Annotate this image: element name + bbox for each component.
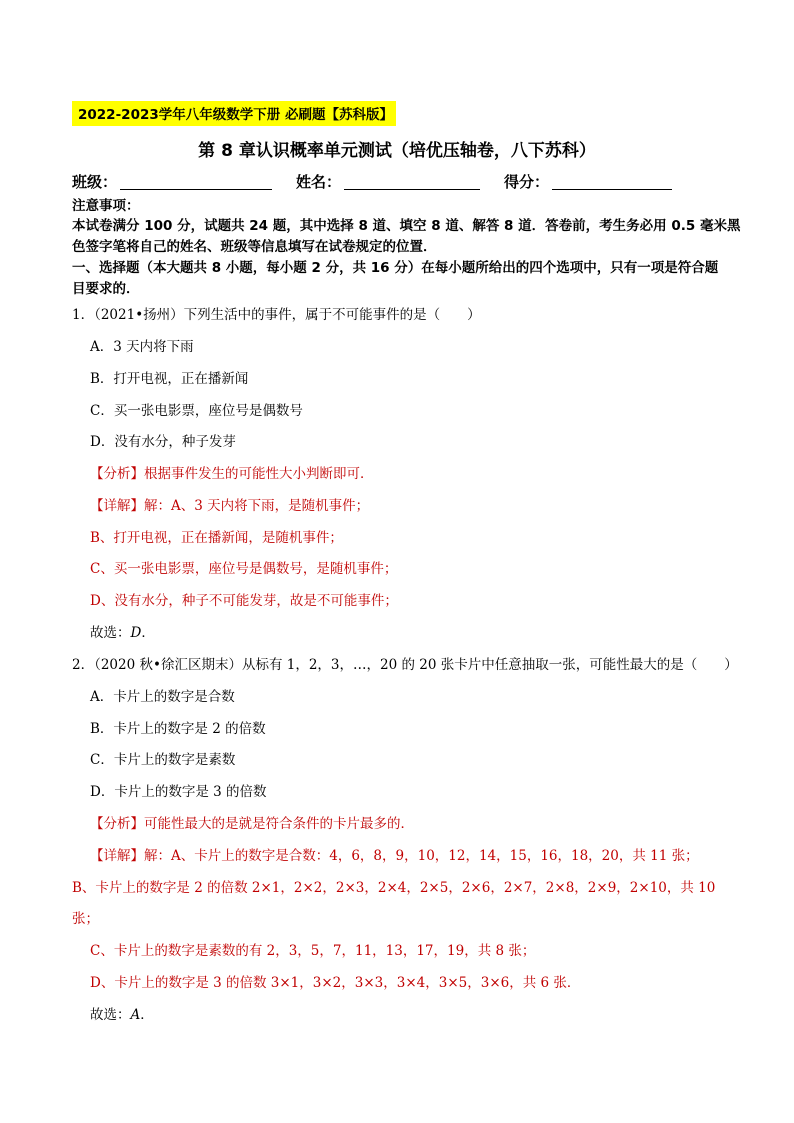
score-field[interactable]	[552, 189, 672, 190]
q2-detail-line-1	[90, 844, 699, 864]
q1-detail-line-1	[90, 494, 369, 514]
q2-detail-line-4: C、卡片上的数字是素数的有 2，3，5，7，11，13，17，19，共 8 张；	[90, 943, 536, 959]
q1-option-a: A．3 天内将下雨	[90, 339, 194, 355]
q2-final-answer	[90, 1003, 154, 1023]
q2-option-b: B．卡片上的数字是 2 的倍数	[90, 721, 266, 737]
q2-analysis-text: 可能性最大的是就是符合条件的卡片最多的．	[144, 816, 414, 832]
header-banner: 2022-2023学年八年级数学下册 必刷题【苏科版】	[72, 101, 396, 126]
final-suffix: ．	[141, 625, 155, 641]
q1-final-answer	[90, 621, 155, 641]
detail-tag: 【详解】	[90, 498, 144, 514]
final-choice: A	[130, 1007, 141, 1023]
analysis-tag: 【分析】	[90, 816, 144, 832]
final-prefix: 故选：	[90, 625, 131, 641]
q1-option-b: B．打开电视，正在播新闻	[90, 371, 249, 387]
q1-detail-line-2: B、打开电视，正在播新闻，是随机事件；	[90, 530, 343, 546]
q1-analysis	[90, 462, 374, 482]
q2-detail-line-3: 张；	[72, 911, 99, 927]
score-label: 得分：	[504, 173, 550, 191]
q2-detail-text-1: 解：A、卡片上的数字是合数：4，6，8，9，10，12，14，15，16，18，20，共 11 张；	[144, 848, 699, 864]
notes-heading: 注意事项：	[72, 198, 140, 214]
q1-analysis-text: 根据事件发生的可能性大小判断即可．	[144, 466, 374, 482]
class-field[interactable]	[120, 189, 272, 190]
final-prefix: 故选：	[90, 1007, 131, 1023]
q1-option-d: D．没有水分，种子发芽	[90, 434, 236, 450]
name-field[interactable]	[344, 189, 480, 190]
detail-tag: 【详解】	[90, 848, 144, 864]
question-1-stem: 1．（2021•扬州）下列生活中的事件，属于不可能事件的是（ ）	[72, 307, 481, 323]
notes-line-2: 色签字笔将自己的姓名、班级等信息填写在试卷规定的位置．	[72, 239, 437, 255]
q1-detail-line-3: C、买一张电影票，座位号是偶数号，是随机事件；	[90, 561, 398, 577]
q2-analysis	[90, 812, 414, 832]
analysis-tag: 【分析】	[90, 466, 144, 482]
q2-option-d: D．卡片上的数字是 3 的倍数	[90, 784, 267, 800]
section-heading-2: 目要求的．	[72, 281, 140, 297]
q1-detail-line-4: D、没有水分，种子不可能发芽，故是不可能事件；	[90, 593, 398, 609]
q1-option-c: C．买一张电影票，座位号是偶数号	[90, 403, 303, 419]
page-title: 第 8 章认识概率单元测试（培优压轴卷，八下苏科）	[198, 141, 596, 161]
class-label: 班级：	[72, 173, 118, 191]
final-suffix: ．	[140, 1007, 154, 1023]
name-label: 姓名：	[296, 173, 342, 191]
section-heading-1: 一、选择题（本大题共 8 小题，每小题 2 分，共 16 分）在每小题所给出的四个选项中，只有一项是符合题	[72, 260, 719, 276]
q2-detail-line-2: B、卡片上的数字是 2 的倍数 2×1，2×2，2×3，2×4，2×5，2×6，2×7，2×8，2×9，2×10，共 10	[72, 880, 716, 896]
question-2-stem: 2．（2020 秋•徐汇区期末）从标有 1，2，3，…，20 的 20 张卡片中任意抽取一张，可能性最大的是（ ）	[72, 657, 738, 673]
q2-option-c: C．卡片上的数字是素数	[90, 752, 236, 768]
q2-option-a: A．卡片上的数字是合数	[90, 689, 235, 705]
final-choice: D	[130, 625, 142, 641]
notes-line-1: 本试卷满分 100 分，试题共 24 题，其中选择 8 道、填空 8 道、解答 8 道．答卷前，考生务必用 0.5 毫米黑	[72, 218, 741, 234]
q2-detail-line-5: D、卡片上的数字是 3 的倍数 3×1，3×2，3×3，3×4，3×5，3×6，共 6 张．	[90, 975, 581, 991]
q1-detail-text-1: 解：A、3 天内将下雨，是随机事件；	[144, 498, 370, 514]
